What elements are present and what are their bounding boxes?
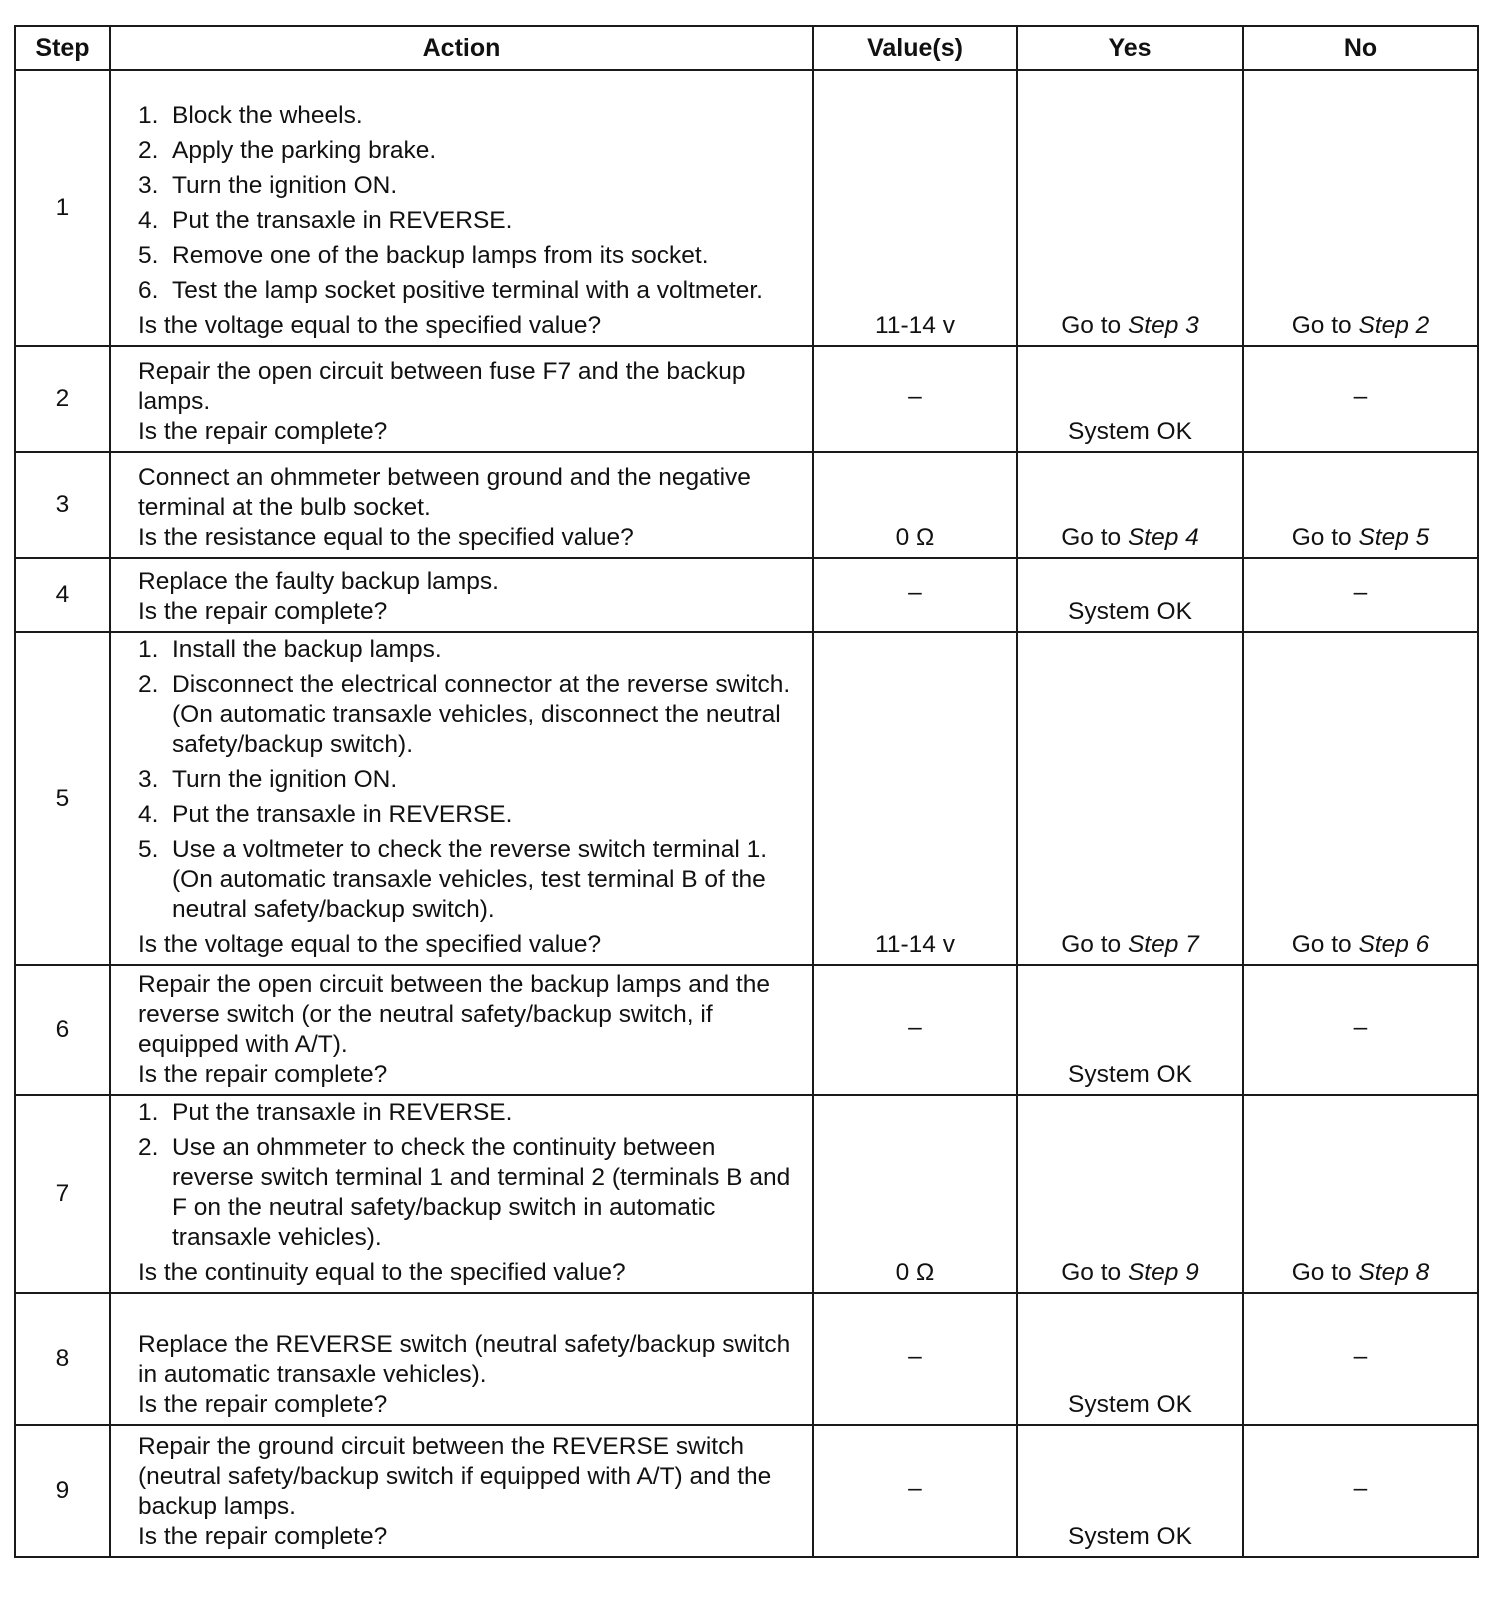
step-number: 1 <box>15 70 110 346</box>
action-step-number: 2. <box>138 1134 159 1161</box>
value-cell <box>813 1293 1017 1425</box>
action-step-text: Block the wheels. <box>172 102 363 129</box>
yes-cell <box>1017 1293 1243 1425</box>
action-step-item <box>138 276 802 306</box>
value-cell <box>813 70 1017 346</box>
yes-cell <box>1017 70 1243 346</box>
yes-result-text: System OK <box>1068 598 1192 625</box>
yes-result <box>1018 311 1242 345</box>
action-step-number: 2. <box>138 137 159 164</box>
table-row <box>15 346 1478 452</box>
action-text: Replace the faulty backup lamps. <box>138 568 499 595</box>
action-step-item <box>138 1098 802 1128</box>
header-step: Step <box>15 26 110 70</box>
value-text: 0 Ω <box>895 524 935 551</box>
yes-step-link: Step 3 <box>1127 312 1199 339</box>
header-yes: Yes <box>1017 26 1243 70</box>
no-result <box>1244 1342 1477 1376</box>
action-text: Repair the ground circuit between the REVERSE switch (neutral safety/backup switch if equipped with A/T) and the backup lamps. <box>138 1433 772 1520</box>
yes-result <box>1018 1060 1242 1094</box>
no-result <box>1244 578 1477 612</box>
action-question: Is the repair complete? <box>138 598 388 625</box>
action-question: Is the continuity equal to the specified value? <box>138 1259 626 1286</box>
step-number: 5 <box>15 632 110 965</box>
table-row <box>15 452 1478 558</box>
yes-step-link: Step 4 <box>1127 524 1199 551</box>
action-question: Is the voltage equal to the specified value? <box>138 312 602 339</box>
value-cell <box>813 1425 1017 1557</box>
no-result-text: – <box>1353 579 1368 606</box>
value-cell <box>813 346 1017 452</box>
action-cell <box>110 965 813 1095</box>
action-step-text: Turn the ignition ON. <box>172 766 398 793</box>
action-step-text: Put the transaxle in REVERSE. <box>172 207 513 234</box>
action-step-number: 1. <box>138 636 159 663</box>
no-step-link: Step 8 <box>1358 1259 1430 1286</box>
action-step-item <box>138 171 802 201</box>
value-cell <box>813 558 1017 632</box>
no-result-text: Go to <box>1291 312 1359 339</box>
step-number: 4 <box>15 558 110 632</box>
header-row <box>15 26 1478 70</box>
no-result <box>1244 1013 1477 1047</box>
yes-result-text: Go to <box>1061 931 1128 958</box>
action-step-item <box>138 765 802 795</box>
action-cell <box>110 632 813 965</box>
yes-result-text: System OK <box>1068 1061 1192 1088</box>
action-steps-list <box>138 1098 802 1253</box>
step-number: 8 <box>15 1293 110 1425</box>
no-result <box>1244 1474 1477 1508</box>
no-cell <box>1243 965 1478 1095</box>
action-step-item <box>138 800 802 830</box>
value-text: – <box>908 1343 922 1370</box>
no-result-text: Go to <box>1291 931 1359 958</box>
value-text: – <box>908 383 922 410</box>
yes-result <box>1018 597 1242 631</box>
action-step-text: Apply the parking brake. <box>172 137 437 164</box>
action-cell <box>110 558 813 632</box>
step-number: 9 <box>15 1425 110 1557</box>
step-number: 7 <box>15 1095 110 1293</box>
table-row <box>15 558 1478 632</box>
no-step-link: Step 6 <box>1358 931 1430 958</box>
action-step-number: 3. <box>138 766 159 793</box>
no-cell <box>1243 346 1478 452</box>
action-question: Is the voltage equal to the specified value? <box>138 931 602 958</box>
action-step-number: 4. <box>138 207 159 234</box>
yes-result-text: System OK <box>1068 1391 1192 1418</box>
step-number: 3 <box>15 452 110 558</box>
value-text: 0 Ω <box>895 1259 935 1286</box>
action-step-text: Install the backup lamps. <box>172 636 442 663</box>
action-step-number: 1. <box>138 1099 159 1126</box>
value-text: – <box>908 1014 922 1041</box>
no-result <box>1244 382 1477 416</box>
value-text: – <box>908 1475 922 1502</box>
table-row <box>15 1293 1478 1425</box>
action-cell <box>110 1095 813 1293</box>
action-step-item <box>138 101 802 131</box>
action-step-number: 6. <box>138 277 159 304</box>
yes-result-text: Go to <box>1061 524 1128 551</box>
action-step-item <box>138 1133 802 1253</box>
table-row <box>15 965 1478 1095</box>
action-step-text: Use a voltmeter to check the reverse switch terminal 1. (On automatic transaxle vehicles, test terminal B of the neutral safety/backup switch). <box>172 836 768 923</box>
yes-result <box>1018 1522 1242 1556</box>
action-step-number: 4. <box>138 801 159 828</box>
no-cell <box>1243 70 1478 346</box>
no-cell <box>1243 1293 1478 1425</box>
no-step-link: Step 2 <box>1358 312 1430 339</box>
no-step-link: Step 5 <box>1358 524 1430 551</box>
action-cell <box>110 1293 813 1425</box>
yes-cell <box>1017 632 1243 965</box>
yes-result <box>1018 523 1242 557</box>
no-result-text: – <box>1353 1475 1368 1502</box>
action-step-number: 2. <box>138 671 159 698</box>
yes-cell <box>1017 346 1243 452</box>
action-steps-list <box>138 101 802 306</box>
yes-result-text: Go to <box>1061 312 1128 339</box>
diagnostic-table <box>14 25 1479 1558</box>
action-cell <box>110 1425 813 1557</box>
value-text: 11-14 v <box>875 312 955 339</box>
action-question: Is the repair complete? <box>138 1391 388 1418</box>
yes-cell <box>1017 965 1243 1095</box>
no-cell <box>1243 1425 1478 1557</box>
action-text: Repair the open circuit between fuse F7 and the backup lamps. <box>138 358 746 415</box>
header-values: Value(s) <box>813 26 1017 70</box>
value-cell <box>813 632 1017 965</box>
yes-result <box>1018 417 1242 451</box>
action-step-text: Use an ohmmeter to check the continuity between reverse switch terminal 1 and terminal 2 (terminals B and F on the neutral safety/backup switch in automatic transaxle vehicles). <box>172 1134 791 1251</box>
action-step-item <box>138 635 802 665</box>
value-text: 11-14 v <box>875 931 955 958</box>
table-row <box>15 1095 1478 1293</box>
table-row <box>15 632 1478 965</box>
action-step-text: Remove one of the backup lamps from its socket. <box>172 242 709 269</box>
yes-result-text: Go to <box>1061 1259 1128 1286</box>
value-cell <box>813 452 1017 558</box>
action-step-item <box>138 241 802 271</box>
value-cell <box>813 965 1017 1095</box>
step-number: 2 <box>15 346 110 452</box>
value-cell <box>813 1095 1017 1293</box>
action-text: Replace the REVERSE switch (neutral safety/backup switch in automatic transaxle vehicles). <box>138 1331 791 1388</box>
action-step-number: 5. <box>138 242 159 269</box>
action-step-text: Disconnect the electrical connector at the reverse switch. (On automatic transaxle vehicles, disconnect the neutral safety/backup switch). <box>172 671 791 758</box>
action-cell <box>110 452 813 558</box>
yes-cell <box>1017 558 1243 632</box>
action-step-number: 5. <box>138 836 159 863</box>
table-row <box>15 70 1478 346</box>
header-action: Action <box>110 26 813 70</box>
action-step-number: 3. <box>138 172 159 199</box>
header-no: No <box>1243 26 1478 70</box>
action-step-item <box>138 835 802 925</box>
action-step-text: Put the transaxle in REVERSE. <box>172 801 513 828</box>
yes-step-link: Step 9 <box>1127 1259 1199 1286</box>
action-step-text: Turn the ignition ON. <box>172 172 398 199</box>
yes-cell <box>1017 1095 1243 1293</box>
action-step-item <box>138 136 802 166</box>
yes-result-text: System OK <box>1068 418 1192 445</box>
action-text: Repair the open circuit between the backup lamps and the reverse switch (or the neutral safety/backup switch, if equipped with A/T). <box>138 971 770 1058</box>
table-body <box>15 70 1478 1557</box>
yes-result <box>1018 930 1242 964</box>
no-cell <box>1243 632 1478 965</box>
no-result <box>1244 523 1477 557</box>
action-step-text: Put the transaxle in REVERSE. <box>172 1099 513 1126</box>
yes-result <box>1018 1390 1242 1424</box>
no-result-text: – <box>1353 1014 1368 1041</box>
action-step-item <box>138 206 802 236</box>
table-row <box>15 1425 1478 1557</box>
action-question: Is the repair complete? <box>138 1523 388 1550</box>
no-result-text: Go to <box>1291 1259 1359 1286</box>
action-question: Is the resistance equal to the specified value? <box>138 524 634 551</box>
yes-cell <box>1017 1425 1243 1557</box>
no-result-text: Go to <box>1291 524 1359 551</box>
no-result <box>1244 930 1477 964</box>
action-step-number: 1. <box>138 102 159 129</box>
yes-cell <box>1017 452 1243 558</box>
no-cell <box>1243 1095 1478 1293</box>
action-steps-list <box>138 635 802 925</box>
action-step-text: Test the lamp socket positive terminal with a voltmeter. <box>172 277 763 304</box>
no-result-text: – <box>1353 1343 1368 1370</box>
action-cell <box>110 70 813 346</box>
action-step-item <box>138 670 802 760</box>
yes-step-link: Step 7 <box>1127 931 1199 958</box>
no-result <box>1244 311 1477 345</box>
no-cell <box>1243 452 1478 558</box>
no-result <box>1244 1258 1477 1292</box>
action-cell <box>110 346 813 452</box>
value-text: – <box>908 579 922 606</box>
step-number: 6 <box>15 965 110 1095</box>
action-question: Is the repair complete? <box>138 1061 388 1088</box>
yes-result <box>1018 1258 1242 1292</box>
no-result-text: – <box>1353 383 1368 410</box>
action-text: Connect an ohmmeter between ground and the negative terminal at the bulb socket. <box>138 464 751 521</box>
action-question: Is the repair complete? <box>138 418 388 445</box>
yes-result-text: System OK <box>1068 1523 1192 1550</box>
no-cell <box>1243 558 1478 632</box>
